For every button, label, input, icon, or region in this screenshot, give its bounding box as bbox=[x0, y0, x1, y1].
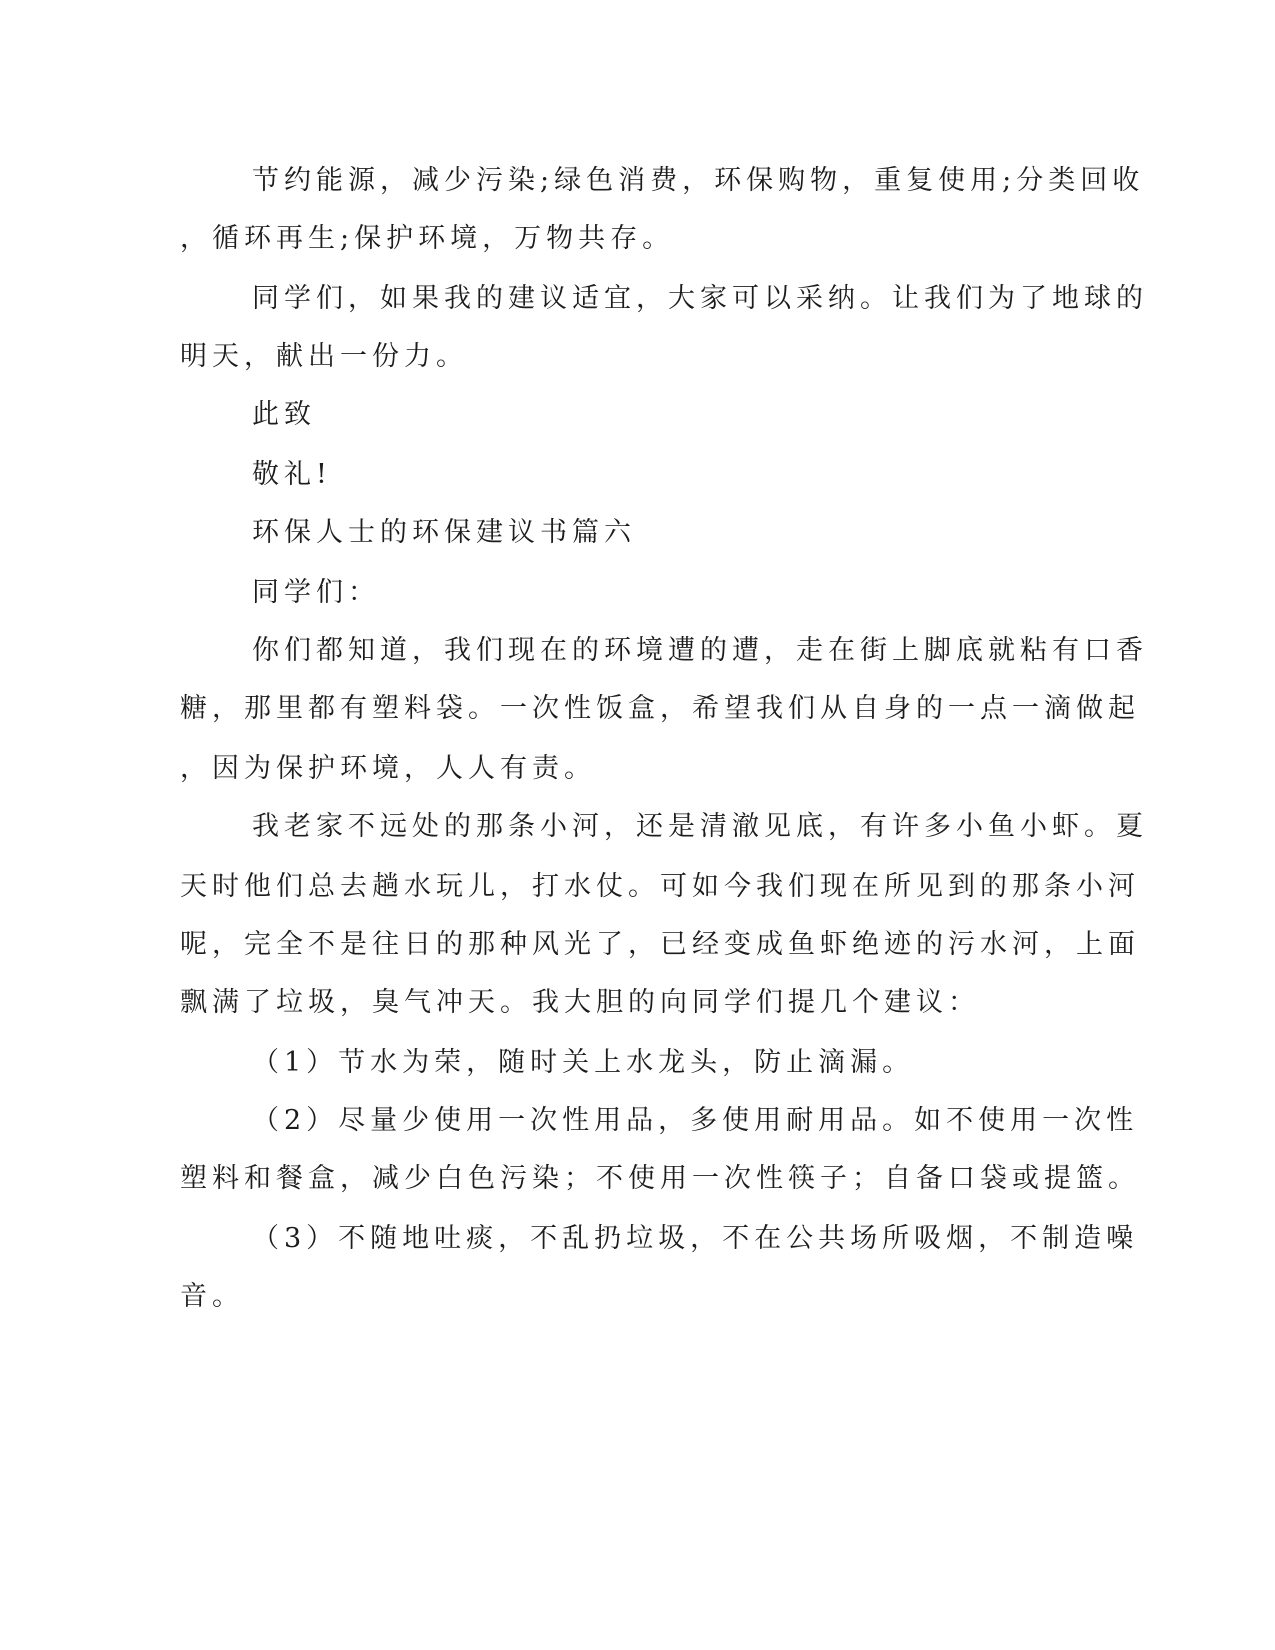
text-line: 天时他们总去趟水玩儿，打水仗。可如今我们现在所见到的那条小河 bbox=[180, 871, 1140, 902]
text-line: 节约能源，减少污染;绿色消费，环保购物，重复使用;分类回收 bbox=[252, 165, 1145, 196]
text-line: 我老家不远处的那条小河，还是清澈见底，有许多小鱼小虾。夏 bbox=[252, 811, 1148, 842]
text-line: 你们都知道，我们现在的环境遭的遭，走在街上脚底就粘有口香 bbox=[252, 635, 1148, 666]
text-line: 飘满了垃圾，臭气冲天。我大胆的向同学们提几个建议： bbox=[180, 987, 980, 1018]
text-line: 呢，完全不是往日的那种风光了，已经变成鱼虾绝迹的污水河，上面 bbox=[180, 929, 1140, 960]
closing-salutation: 此致 bbox=[252, 399, 316, 430]
list-item: （1）节水为荣，随时关上水龙头，防止滴漏。 bbox=[252, 1047, 915, 1078]
list-item: （2）尽量少使用一次性用品，多使用耐用品。如不使用一次性 bbox=[252, 1105, 1139, 1136]
text-line: 同学们，如果我的建议适宜，大家可以采纳。让我们为了地球的 bbox=[252, 283, 1148, 314]
text-line: ，因为保护环境，人人有责。 bbox=[180, 753, 596, 784]
text-line: 塑料和餐盒，减少白色污染；不使用一次性筷子；自备口袋或提篮。 bbox=[180, 1163, 1140, 1194]
list-item: （3）不随地吐痰，不乱扔垃圾，不在公共场所吸烟，不制造噪 bbox=[252, 1223, 1139, 1254]
text-line: ，循环再生;保护环境，万物共存。 bbox=[180, 223, 675, 254]
text-line: 糖，那里都有塑料袋。一次性饭盒，希望我们从自身的一点一滴做起 bbox=[180, 693, 1140, 724]
text-line: 音。 bbox=[180, 1281, 244, 1312]
section-heading: 环保人士的环保建议书篇六 bbox=[252, 517, 636, 548]
text-line: 明天，献出一份力。 bbox=[180, 341, 468, 372]
greeting: 同学们： bbox=[252, 577, 380, 608]
closing-regards: 敬礼! bbox=[252, 459, 332, 490]
